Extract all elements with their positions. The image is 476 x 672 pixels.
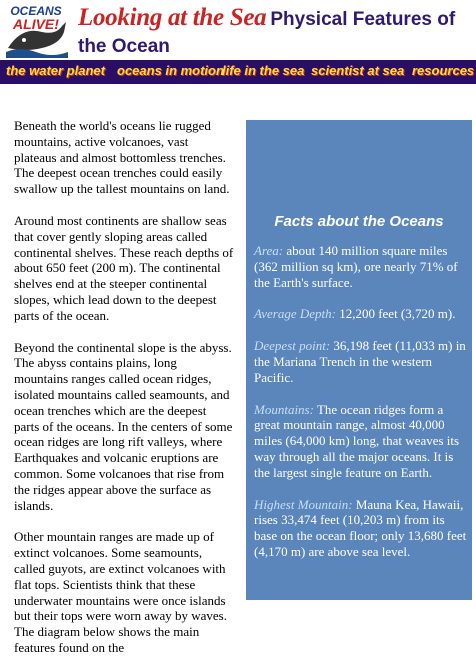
fact-label: Highest Mountain: <box>254 496 353 512</box>
whale-logo-icon <box>2 2 70 58</box>
fact-average-depth <box>254 306 468 322</box>
title-sub-1: Physical Features of <box>270 9 456 30</box>
logo-text-top: OCEANS <box>10 4 62 18</box>
facts-panel <box>246 120 472 600</box>
nav-oceans-in-motion[interactable]: oceans in motion <box>117 63 224 78</box>
oceans-alive-logo[interactable] <box>2 2 70 58</box>
nav-the-water-planet[interactable]: the water planet <box>6 63 105 78</box>
main-content <box>14 118 234 672</box>
fact-mountains <box>254 402 468 481</box>
fact-text: Mauna Kea, Hawaii, rises 33,474 feet (10,203 m) from its base on the ocean floor; only 13,680 feet (4,170 m) are above sea level. <box>254 496 467 559</box>
nav-life-in-the-sea[interactable]: life in the sea <box>222 63 305 78</box>
nav-resources[interactable]: resources <box>412 63 475 78</box>
logo-text-bottom: ALIVE! <box>13 16 59 32</box>
fact-area <box>254 243 468 290</box>
fact-text: 12,200 feet (3,720 m). <box>335 306 456 322</box>
facts-title: Facts about the Oceans <box>274 213 444 230</box>
fact-text: 36,198 feet (11,033 m) in the Mariana Trench in the western Pacific. <box>254 338 466 385</box>
page-title <box>78 4 455 32</box>
nav-bar <box>0 60 476 84</box>
paragraph: Other mountain ranges are made up of extinct volcanoes. Some seamounts, called guyots, are extinct volcanoes with flat tops. Scientists think that these underwater mountains were once islands but their tops were worn away by waves. The diagram below shows the main features found on the <box>14 529 227 655</box>
fact-text: The ocean ridges form a great mountain range, almost 40,000 miles (64,000 km) long, that weaves its way through all the major oceans. It is the largest single feature on Earth. <box>254 401 460 480</box>
nav-scientist-at-sea[interactable]: scientist at sea <box>311 63 405 78</box>
paragraph: Beyond the continental slope is the abyss. The abyss contains plains, long mountains ranges called ocean ridges, isolated mountains called seamounts, and ocean trenches which are the deepest parts of the oceans. In the centers of some ocean ridges are long rift valleys, where Earthquakes and volcanic eruptions are common. Some volcanoes that rise from the ridges appear above the surface as islands. <box>14 339 233 513</box>
fact-deepest-point <box>254 338 468 385</box>
paragraph: Beneath the world's oceans lie rugged mountains, active volcanoes, vast plateaus and almost bottomless trenches. The deepest ocean trenches could easily swallow up the tallest mountains on land. <box>14 118 230 197</box>
title-main: Looking at the Sea <box>78 4 267 31</box>
facts-list <box>254 243 468 576</box>
title-sub-2: the Ocean <box>78 36 170 57</box>
paragraph: Around most continents are shallow seas that cover gently sloping areas called continental shelves. These reach depths of about 650 feet (200 m). The continental shelves end at the steeper continental slopes, which lead down to the deepest parts of the ocean. <box>14 212 234 323</box>
fact-label: Area: <box>254 243 284 258</box>
fact-highest-mountain <box>254 497 468 560</box>
fact-label: Mountains: <box>254 401 314 417</box>
fact-label: Average Depth: <box>254 306 336 322</box>
fact-text: about 140 million square miles (362 million sq km), ore nearly 71% of the Earth's surface. <box>254 243 458 290</box>
fact-label: Deepest point: <box>254 338 331 354</box>
